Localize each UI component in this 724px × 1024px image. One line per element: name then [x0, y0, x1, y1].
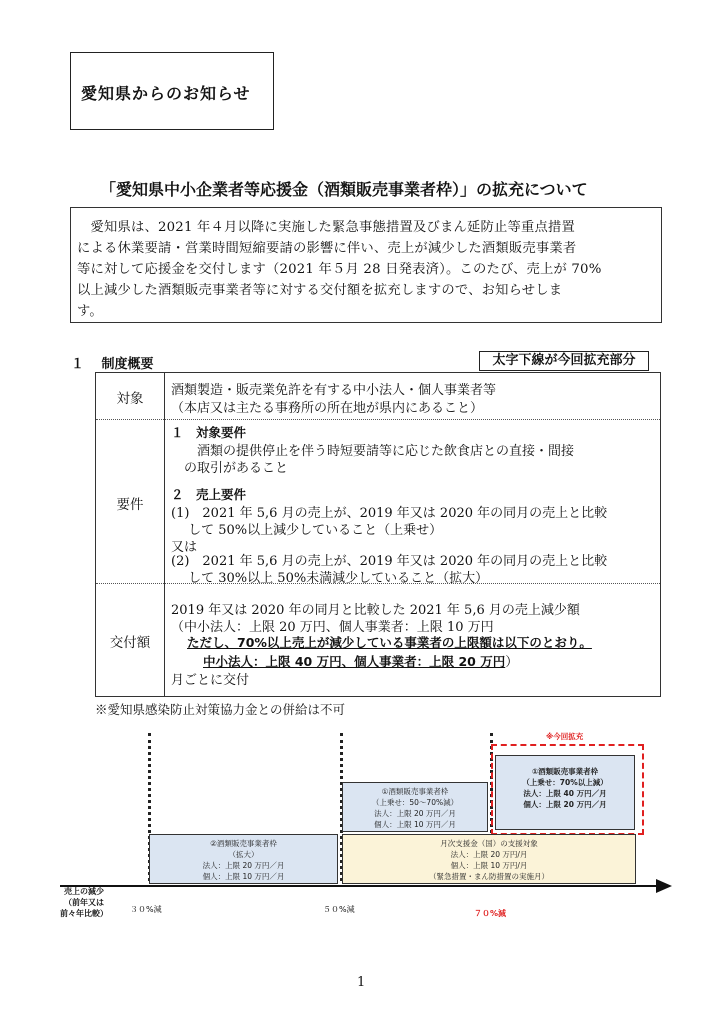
box-liquor-70 [495, 755, 635, 830]
axis-arrow [60, 885, 660, 887]
tick-30: ３０%減 [130, 905, 162, 914]
req2-line: して 30%以上 50%未満減少していること（拡大） [171, 571, 489, 586]
overview-table [95, 372, 661, 697]
box-line: （緊急措置・まん防措置の実施月） [429, 872, 549, 881]
amount-line: 月ごとに交付 [171, 673, 250, 688]
axis-label-line: 売上の減少 [64, 887, 104, 896]
legend-box: 太字下線が今回拡充部分 [479, 351, 649, 371]
box-line: ②酒類販売事業者枠 [210, 839, 277, 848]
req2-line: (2) 2021 年 5,6 月の売上が、2019 年又は 2020 年の同月の売上と比較 [171, 554, 608, 569]
req1-heading: １ 対象要件 [171, 425, 247, 440]
axis-label-line: （前年又は [64, 898, 104, 907]
amount-caps-tail: ） [505, 655, 519, 670]
tick-70: ７０%減 [474, 909, 507, 918]
box-line: 法人：上限 20 万円／月 [374, 809, 456, 818]
amount-expansion-line: ただし、70%以上売上が減少している事業者の上限額は以下のとおり。 [187, 635, 592, 650]
box-line: ①酒類販売事業者枠 [531, 767, 599, 776]
document-title: 「愛知県中小企業者等応援金（酒類販売事業者枠）」の拡充について [100, 180, 588, 199]
intro-line: す。 [77, 304, 103, 319]
amount-line: 2019 年又は 2020 年の同月と比較した 2021 年 5,6 月の売上減少額 [171, 603, 580, 618]
req2-line: (1) 2021 年 5,6 月の売上が、2019 年又は 2020 年の同月の売上と比較 [171, 506, 608, 521]
box-line: 個人：上限 20 万円／月 [523, 800, 607, 809]
arrow-head-icon [656, 879, 672, 893]
req2-line: して 50%以上減少していること（上乗せ） [171, 523, 443, 538]
req2-line: 又は [171, 540, 198, 555]
target-line: （本店又は主たる事務所の所在地が県内にあること） [171, 401, 484, 416]
row-label-requirements: 要件 [116, 497, 144, 513]
intro-line: 以上減少した酒類販売事業者等に対する交付額を拡充しますので、お知らせしま [77, 283, 563, 298]
box-line: 個人：上限 10 万円/月 [450, 861, 528, 870]
section-heading: １ 制度概要 [71, 357, 154, 372]
box-line: （上乗せ：70%以上減） [522, 778, 608, 787]
box-line: 個人：上限 10 万円／月 [202, 872, 285, 881]
req1-line: の取引があること [171, 461, 289, 476]
row-label-target: 対象 [116, 391, 144, 407]
notice-box [70, 52, 274, 130]
amount-caps-bold: 中小法人：上限 40 万円、個人事業者：上限 20 万円 [203, 654, 506, 669]
box-line: 個人：上限 10 万円／月 [374, 820, 456, 829]
box-monthly-support [342, 834, 636, 884]
footnote: ※愛知県感染防止対策協力金との併給は不可 [95, 702, 346, 717]
axis-label [60, 886, 108, 919]
intro-line: 愛知県は、2021 年４月以降に実施した緊急事態措置及びまん延防止等重点措置 [77, 220, 575, 235]
amount-line: （中小法人：上限 20 万円、個人事業者：上限 10 万円 [171, 620, 494, 635]
intro-line: 等に対して応援金を交付します（2021 年５月 28 日発表済）。このたび、売上が 70% [77, 262, 602, 277]
axis-label-line: 前々年比較） [60, 909, 108, 918]
row-divider [96, 419, 660, 420]
table-divider [164, 373, 165, 696]
box-line: 法人：上限 40 万円／月 [523, 789, 607, 798]
target-line: 酒類製造・販売業免許を有する中小法人・個人事業者等 [171, 383, 497, 398]
box-liquor-30-50 [149, 834, 338, 884]
box-line: 法人：上限 20 万円／月 [202, 861, 285, 870]
box-liquor-50-70 [342, 782, 488, 832]
notice-label: 愛知県からのお知らせ [81, 84, 251, 103]
page-number: 1 [357, 975, 366, 990]
req2-heading: ２ 売上要件 [171, 487, 247, 502]
box-line: （上乗せ：50～70%減） [371, 798, 459, 807]
box-line: ①酒類販売事業者枠 [381, 787, 449, 796]
box-line: 月次支援金（国）の支援対象 [440, 839, 538, 848]
tick-50: ５０%減 [323, 905, 355, 914]
intro-box [70, 207, 662, 323]
box-line: （拡大） [228, 850, 259, 859]
req1-line: 酒類の提供停止を伴う時短要請等に応じた飲食店との直接・間接 [171, 444, 575, 459]
amount-expansion-caps [203, 651, 518, 670]
expansion-label: ※今回拡充 [546, 732, 584, 741]
box-line: 法人：上限 20 万円/月 [450, 850, 528, 859]
row-label-amount: 交付額 [109, 635, 151, 651]
intro-line: による休業要請・営業時間短縮要請の影響に伴い、売上が減少した酒類販売事業者 [77, 241, 577, 256]
